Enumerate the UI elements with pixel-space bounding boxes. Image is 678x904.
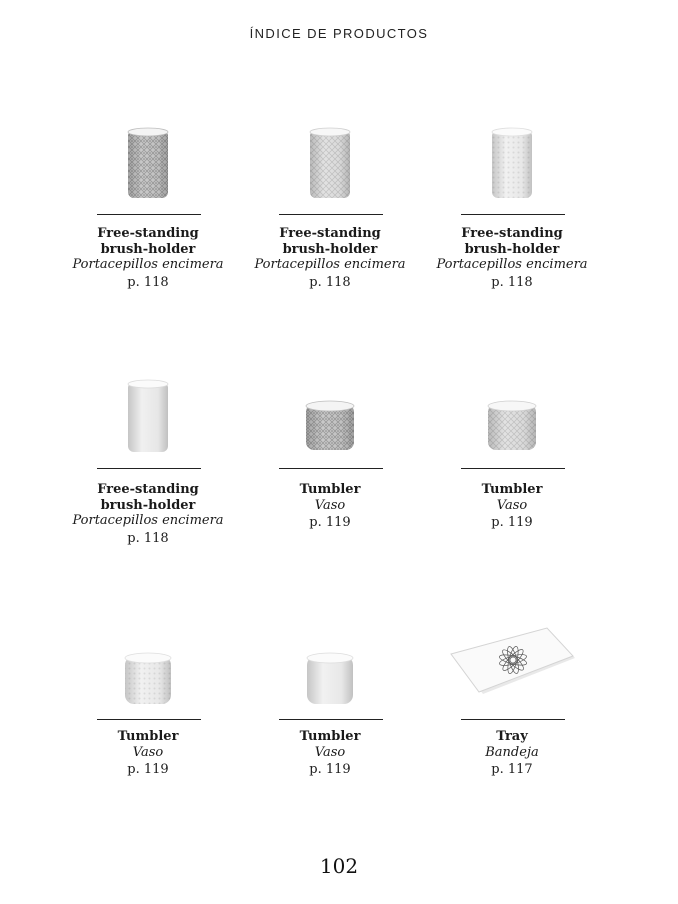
product-title: Tumbler [299,482,361,497]
product-subtitle: Vaso [314,744,346,760]
page-reference: p. 118 [309,274,351,290]
page-reference: p. 119 [309,762,351,777]
product-image [421,626,603,716]
product-image [57,120,239,210]
product-title: Tumbler [117,729,179,744]
product-image [421,374,603,464]
product-title-line2: brush-holder [282,241,378,257]
page-reference: p. 119 [127,762,169,777]
product-subtitle: Portacepillos encimera [436,257,588,272]
product-subtitle: Portacepillos encimera [254,257,406,272]
product-image [57,626,239,716]
page-reference: p. 118 [491,274,533,290]
product-image [239,626,421,716]
divider [97,214,201,215]
product-subtitle: Vaso [496,497,528,513]
product-image [239,120,421,210]
product-title: Free-standing [97,226,199,241]
product-subtitle: Portacepillos encimera [72,257,224,272]
product-subtitle: Portacepillos encimera [72,513,224,528]
divider [279,468,383,469]
divider [97,719,201,720]
divider [97,468,201,469]
page-reference: p. 119 [309,515,351,530]
divider [461,214,565,215]
page-reference: p. 119 [491,515,533,530]
page-reference: p. 118 [127,530,169,546]
product-image [239,374,421,464]
divider [461,719,565,720]
page-reference: p. 117 [491,762,533,777]
page-number: 102 [319,854,359,878]
product-image [421,120,603,210]
divider [461,468,565,469]
product-title-line2: brush-holder [100,241,196,257]
product-subtitle: Vaso [132,744,164,760]
product-title: Tumbler [299,729,361,744]
divider [279,719,383,720]
product-title: Free-standing [461,226,563,241]
divider [279,214,383,215]
product-title: Free-standing [97,482,199,497]
product-title: Free-standing [279,226,381,241]
product-title: Tumbler [481,482,543,497]
product-title-line2: brush-holder [100,497,196,513]
page-title: ÍNDICE DE PRODUCTOS [249,26,429,41]
product-subtitle: Bandeja [485,744,539,760]
page-reference: p. 118 [127,274,169,290]
product-title: Tray [496,729,528,744]
product-image [57,374,239,464]
product-subtitle: Vaso [314,497,346,513]
product-title-line2: brush-holder [464,241,560,257]
